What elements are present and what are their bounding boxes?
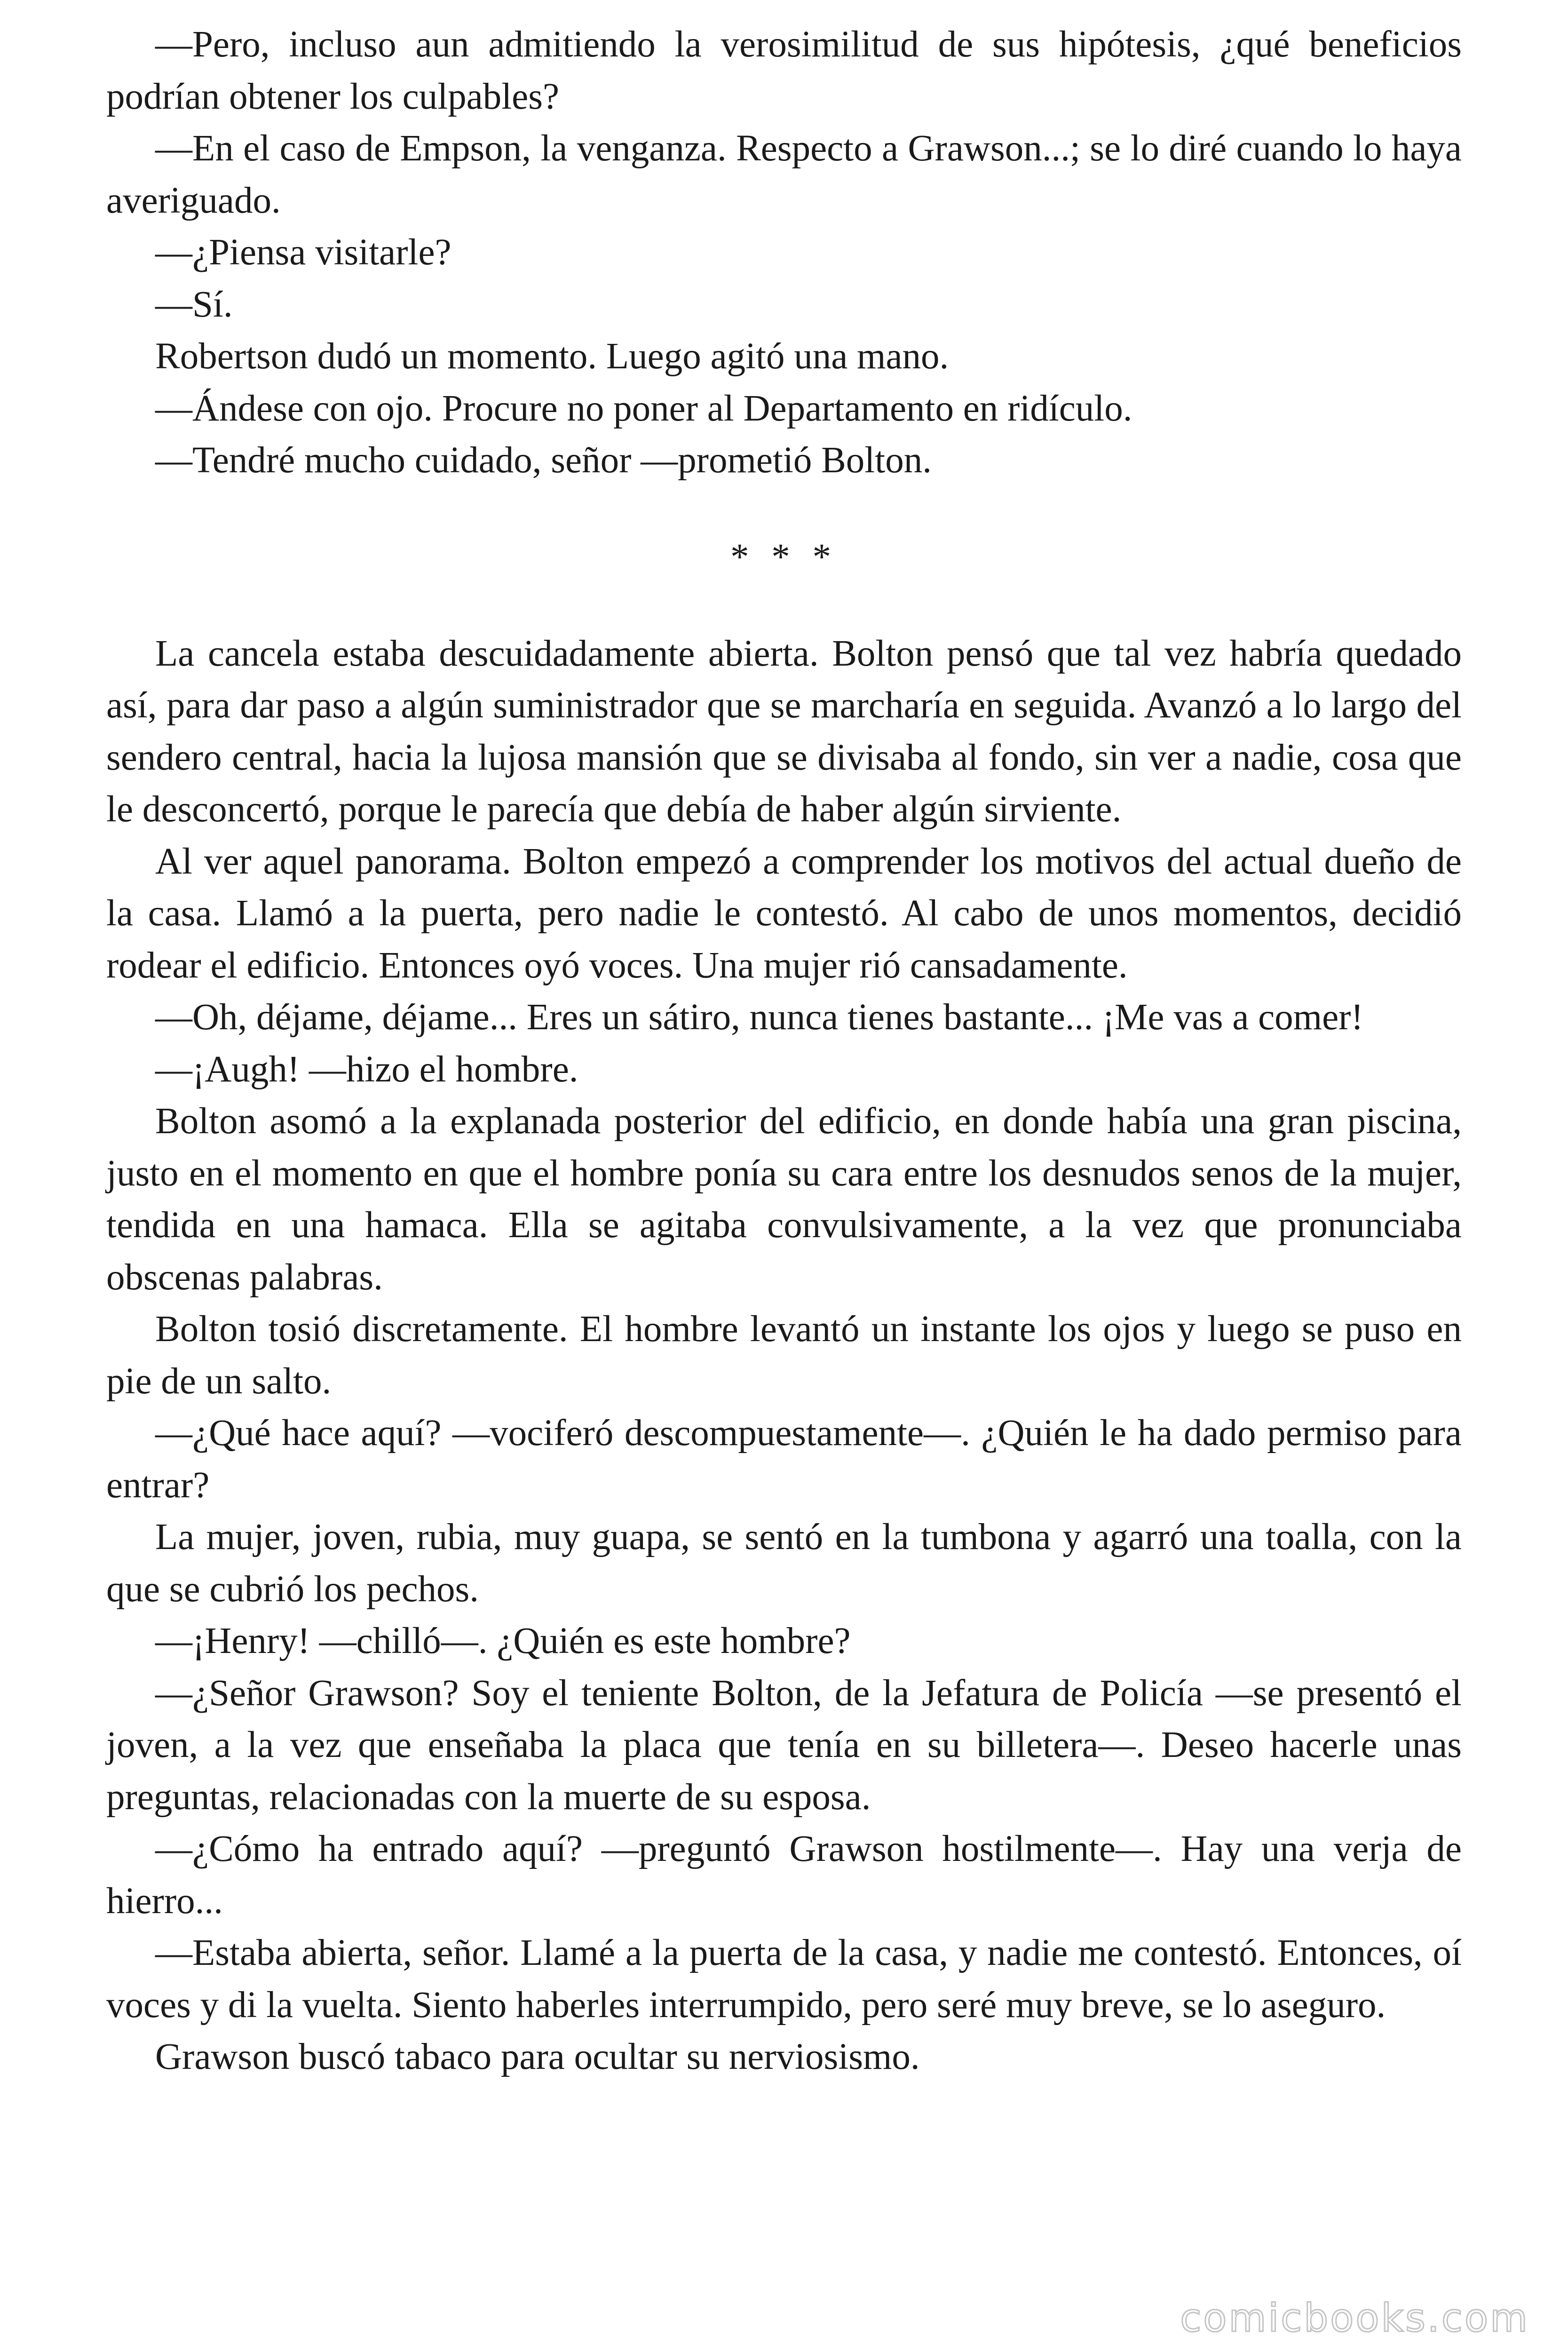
paragraph: —Pero, incluso aun admitiendo la verosimilitud de sus hipótesis, ¿qué beneficios podrían obtener los culpables? bbox=[106, 24, 1462, 117]
section-separator: * * * bbox=[730, 536, 838, 578]
paragraph: —Tendré mucho cuidado, señor —prometió Bolton. bbox=[155, 440, 932, 481]
paragraph: La cancela estaba descuidadamente abierta. Bolton pensó que tal vez habría quedado así, para dar paso a algún suministrador que se marcharía en seguida. Avanzó a lo largo del sendero central, hacia la lujosa mansión que se divisaba al fondo, sin ver a nadie, cosa que le desconcertó, porque le parecía que debía de haber algún sirviente. bbox=[106, 633, 1462, 830]
paragraph: —Oh, déjame, déjame... Eres un sátiro, nunca tienes bastante... ¡Me vas a comer! bbox=[155, 997, 1363, 1038]
paragraph: —En el caso de Empson, la venganza. Respecto a Grawson...; se lo diré cuando lo haya averiguado. bbox=[106, 128, 1462, 221]
paragraph: —¿Piensa visitarle? bbox=[155, 232, 451, 273]
paragraph: —Ándese con ojo. Procure no poner al Departamento en ridículo. bbox=[155, 388, 1132, 429]
paragraph: La mujer, joven, rubia, muy guapa, se sentó en la tumbona y agarró una toalla, con la que se cubrió los pechos. bbox=[106, 1517, 1462, 1610]
paragraph: —Estaba abierta, señor. Llamé a la puerta de la casa, y nadie me contestó. Entonces, oí voces y di la vuelta. Siento haberles interrumpido, pero seré muy breve, se lo aseguro. bbox=[106, 1932, 1462, 2026]
paragraph: —¿Qué hace aquí? —vociferó descompuestamente—. ¿Quién le ha dado permiso para entrar? bbox=[106, 1413, 1462, 1506]
paragraph: Robertson dudó un momento. Luego agitó una mano. bbox=[155, 336, 949, 377]
paragraph: —¡Henry! —chilló—. ¿Quién es este hombre? bbox=[155, 1621, 851, 1661]
paragraph: Grawson buscó tabaco para ocultar su nerviosismo. bbox=[155, 2036, 920, 2077]
paragraph: Bolton tosió discretamente. El hombre levantó un instante los ojos y luego se puso en pie de un salto. bbox=[106, 1309, 1462, 1402]
paragraph: —¡Augh! —hizo el hombre. bbox=[155, 1049, 578, 1090]
paragraph: Al ver aquel panorama. Bolton empezó a comprender los motivos del actual dueño de la casa. Llamó a la puerta, pero nadie le contestó. Al cabo de unos momentos, decidió rodear el edificio. Entonces oyó voces. Una mujer rió cansadamente. bbox=[106, 841, 1462, 986]
page-text bbox=[106, 19, 1462, 2083]
paragraph: —¿Cómo ha entrado aquí? —preguntó Grawson hostilmente—. Hay una verja de hierro... bbox=[106, 1828, 1462, 1922]
watermark: comicbooks.com bbox=[1180, 2296, 1529, 2341]
paragraph: Bolton asomó a la explanada posterior del edificio, en donde había una gran piscina, justo en el momento en que el hombre ponía su cara entre los desnudos senos de la mujer, tendida en una hamaca. Ella se agitaba convulsivamente, a la vez que pronunciaba obscenas palabras. bbox=[106, 1101, 1462, 1298]
paragraph: —¿Señor Grawson? Soy el teniente Bolton, de la Jefatura de Policía —se presentó el joven, a la vez que enseñaba la placa que tenía en su billetera—. Deseo hacerle unas preguntas, relacionadas con la muerte de su esposa. bbox=[106, 1672, 1462, 1818]
paragraph: —Sí. bbox=[155, 284, 233, 325]
